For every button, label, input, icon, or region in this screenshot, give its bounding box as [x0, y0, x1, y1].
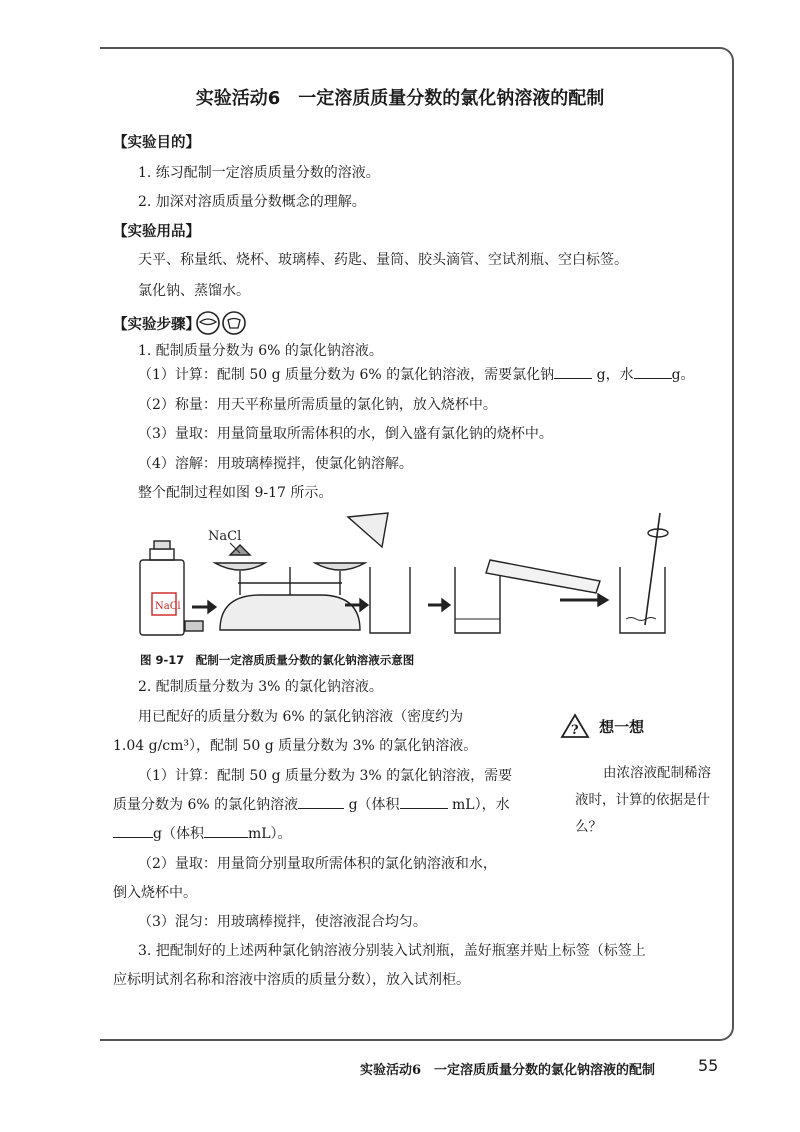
answer-blank-water-mass[interactable]	[634, 365, 672, 379]
purpose-item-2: 2. 加深对溶质质量分数概念的理解。	[138, 194, 366, 210]
step1-process: 整个配制过程如图 9-17 所示。	[138, 485, 333, 501]
step2-measure-1: （2）量取：用量筒分别量取所需体积的氯化钠溶液和水，	[138, 856, 497, 872]
answer-blank-solution-volume[interactable]	[400, 795, 448, 809]
page-title: 实验活动6 一定溶质质量分数的氯化钠溶液的配制	[195, 88, 605, 109]
step1-title: 1. 配制质量分数为 6% 的氯化钠溶液。	[138, 343, 383, 359]
beaker-and-graduated-cylinder	[455, 560, 600, 633]
svg-text:?: ?	[571, 723, 579, 738]
step1-calc-text-b: g，水	[596, 367, 634, 383]
step2-intro-2: 1.04 g/cm³），配制 50 g 质量分数为 3% 的氯化钠溶液。	[113, 738, 478, 754]
step2-title: 2. 配制质量分数为 3% 的氯化钠溶液。	[138, 679, 383, 695]
think-text: 由浓溶液配制稀溶液时，计算的依据是什么？	[575, 765, 711, 835]
nacl-label: NaCl	[208, 529, 242, 544]
process-arrow	[192, 601, 216, 613]
running-footer: 实验活动6 一定溶质质量分数的氯化钠溶液的配制	[360, 1063, 656, 1078]
figure-9-17	[130, 505, 690, 645]
section-heading-materials: 【实验用品】	[113, 224, 200, 240]
process-arrow	[428, 599, 450, 611]
hand-wash-icon	[223, 312, 245, 334]
materials-line-2: 氯化钠、蒸馏水。	[138, 283, 250, 299]
svg-text:NaCl: NaCl	[155, 601, 181, 612]
section-heading-steps: 【实验步骤】	[113, 317, 200, 333]
step2-calc-1: （1）计算：配制 50 g 质量分数为 3% 的氯化钠溶液，需要	[138, 768, 513, 784]
page-number: 55	[698, 1056, 719, 1075]
step1-calc-text-c: g。	[671, 367, 695, 383]
step2-mix: （3）混匀：用玻璃棒搅拌，使溶液混合均匀。	[138, 914, 427, 930]
step2-calc-2	[113, 794, 510, 814]
goggles-icon	[197, 312, 219, 334]
answer-blank-nacl-mass[interactable]	[554, 365, 592, 379]
beaker-with-stirring-rod	[620, 513, 668, 633]
step1-dissolve: （4）溶解：用玻璃棒搅拌，使氯化钠溶解。	[138, 456, 413, 472]
step2-calc-2-text-a: 质量分数为 6% 的氯化钠溶液	[113, 797, 299, 813]
step1-calc-text-a: （1）计算：配制 50 g 质量分数为 6% 的氯化钠溶液，需要氯化钠	[138, 367, 555, 383]
purpose-item-1: 1. 练习配制一定溶质质量分数的溶液。	[138, 165, 380, 181]
step2-calc-2-text-c: mL），水	[452, 797, 510, 813]
step2-intro-1: 用已配好的质量分数为 6% 的氯化钠溶液（密度约为	[138, 709, 464, 725]
step1-measure: （3）量取：用量筒量取所需体积的水，倒入盛有氯化钠的烧杯中。	[138, 426, 553, 442]
answer-blank-water-mass-2[interactable]	[113, 824, 153, 838]
step1-calc	[138, 364, 695, 384]
balance-scale	[185, 545, 365, 631]
step2-calc-2-text-b: g（体积	[348, 797, 400, 813]
process-arrow	[560, 594, 608, 606]
think-heading: 想一想	[599, 717, 645, 736]
step2-measure-2: 倒入烧杯中。	[113, 885, 197, 901]
figure-caption: 图 9-17 配制一定溶质质量分数的氯化钠溶液示意图	[140, 653, 415, 667]
nacl-reagent-bottle	[140, 541, 184, 635]
step2-calc-3	[113, 823, 292, 843]
step3-line-1: 3. 把配制好的上述两种氯化钠溶液分别装入试剂瓶，盖好瓶塞并贴上标签（标签上	[138, 943, 646, 959]
answer-blank-solution-mass[interactable]	[298, 795, 344, 809]
section-heading-purpose: 【实验目的】	[113, 135, 200, 151]
materials-line-1: 天平、称量纸、烧杯、玻璃棒、药匙、量筒、胶头滴管、空试剂瓶、空白标签。	[138, 252, 628, 268]
think-box	[560, 713, 644, 739]
question-triangle-icon	[560, 713, 590, 739]
step3-line-2: 应标明试剂名称和溶液中溶质的质量分数），放入试剂柜。	[113, 972, 470, 988]
step1-weigh: （2）称量：用天平称量所需质量的氯化钠，放入烧杯中。	[138, 397, 497, 413]
step2-calc-3-text-b: mL）。	[247, 826, 292, 842]
answer-blank-water-volume[interactable]	[204, 824, 248, 838]
step2-calc-3-text-a: g（体积	[153, 826, 204, 842]
lab-safety-icons	[196, 310, 248, 336]
